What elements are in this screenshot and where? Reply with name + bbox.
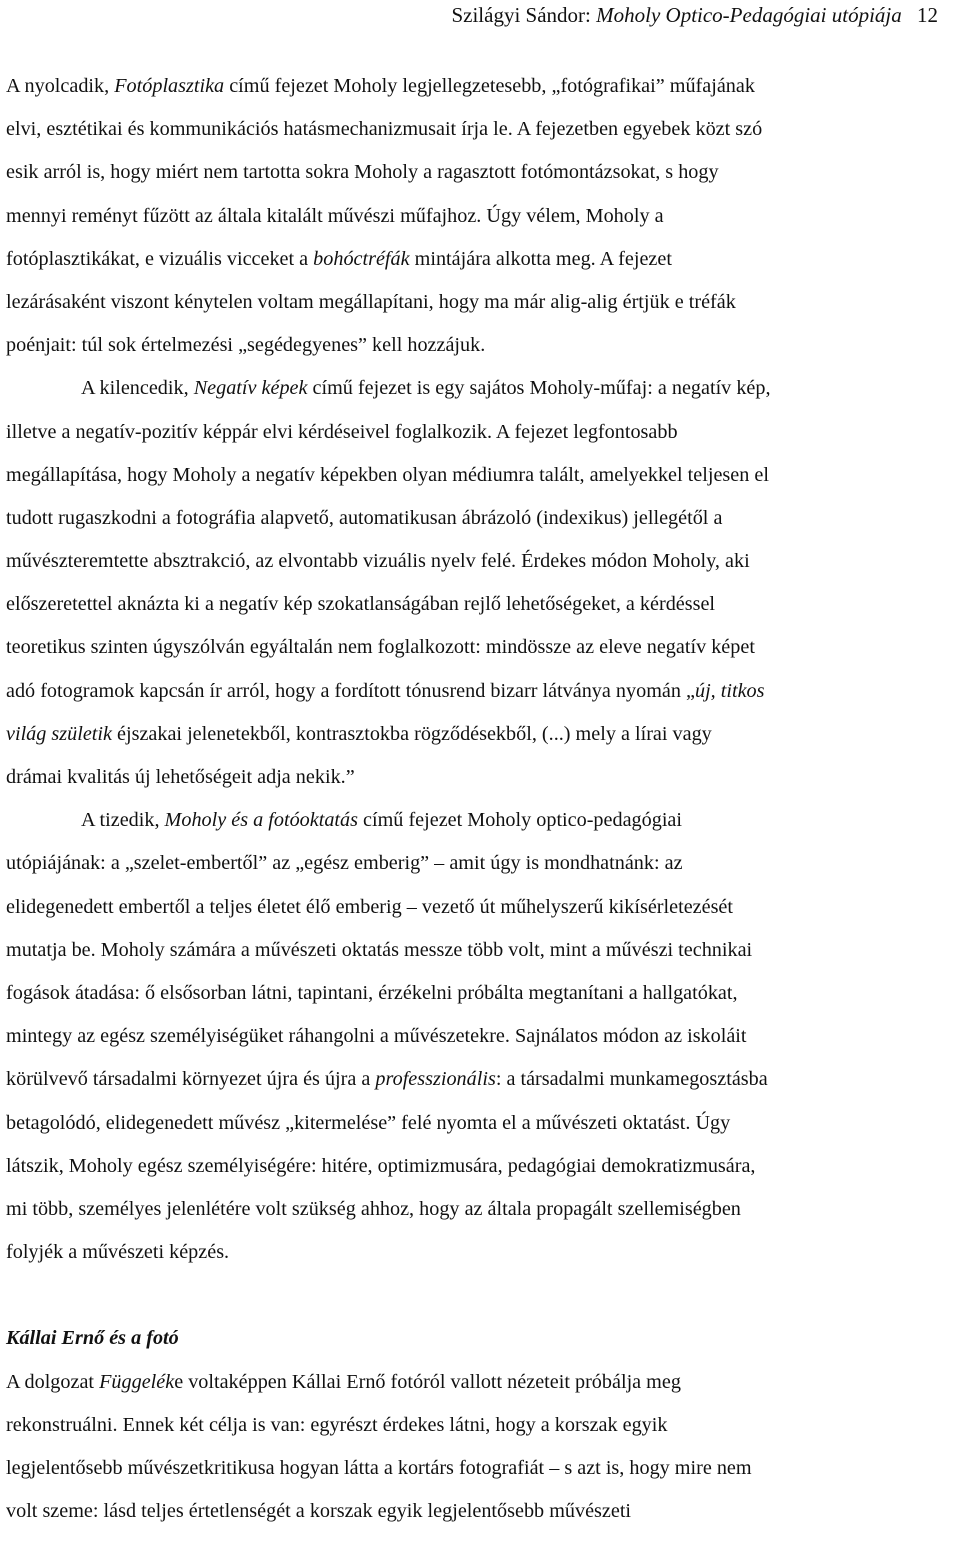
text-line [6,65,957,108]
italic-text: Moholy és a fotóoktatás [164,809,358,832]
text-segment: művészteremtette absztrakció, az elvontabb vizuális nyelv felé. Érdekes módon Moholy, aki [6,550,750,573]
italic-text: világ születik [6,722,112,745]
text-line [6,1404,957,1447]
italic-text: Függelék [99,1370,175,1393]
paragraph [6,65,957,367]
text-segment: mintájára alkotta meg. A fejezet [409,247,672,270]
text-segment: előszeretettel aknázta ki a negatív kép szokatlanságában rejlő lehetőségeket, a kérdéssel [6,593,716,616]
text-segment: mi több, személyes jelenlétére volt szükség ahhoz, hogy az általa propagált szellemiségben [6,1197,741,1220]
text-segment: megállapítása, hogy Moholy a negatív képekben olyan médiumra talált, amelyekkel teljesen el [6,463,769,486]
header-title: Moholy Optico-Pedagógiai utópiája [596,3,902,27]
text-line [6,626,957,669]
body-text [6,65,957,1533]
text-line [6,972,957,1015]
text-line [6,1231,957,1274]
italic-text: Negatív képek [193,377,308,400]
text-line [6,411,957,454]
text-segment: A tizedik, [81,809,165,832]
text-segment: volt szeme: lásd teljes értetlenségét a korszak egyik legjelentősebb művészeti [6,1500,632,1523]
text-segment: legjelentősebb művészetkritikusa hogyan látta a kortárs fotografiát – s azt is, hogy mire nem [6,1457,752,1479]
paragraph [6,799,957,1274]
text-segment: teoretikus szinten úgyszólván egyáltalán nem foglalkozott: mindössze az eleve negatív képet [6,636,755,659]
text-segment: körülvevő társadalmi környezet újra és újra a [6,1068,376,1091]
page-number: 12 [917,3,938,27]
text-segment: fogások átadása: ő elsősorban látni, tapintani, érzékelni próbálta megtanítani a hallgatókat, [6,981,738,1004]
text-segment: mennyi reményt fűzött az általa kitalált művészi műfajhoz. Úgy vélem, Moholy a [6,204,664,227]
text-line [6,842,957,885]
section-heading: Kállai Ernő és a fotó [6,1327,179,1350]
text-segment: lezárásaként viszont kénytelen voltam megállapítani, hogy ma már alig-alig értjük e tréfák [6,290,736,313]
text-segment: elidegenedett embertől a teljes életet élő emberig – vezető út műhelyszerű kikísérletezését [6,895,733,918]
text-segment: A dolgozat [6,1370,100,1393]
text-segment: poénjait: túl sok értelmezési „segédegyenes” kell hozzájuk. [6,334,486,357]
text-segment: folyjék a művészeti képzés. [6,1241,230,1264]
text-segment: drámai kvalitás új lehetőségeit adja nekik.” [6,766,355,788]
text-segment: e voltaképpen Kállai Ernő fotóról vallott nézeteit próbálja meg [174,1370,681,1393]
text-segment: rekonstruálni. Ennek két célja is van: egyrészt érdekes látni, hogy a korszak egyik [6,1413,668,1436]
text-line [6,1058,957,1101]
text-line [6,1447,957,1490]
paragraph [6,1361,957,1534]
italic-text: bohóctréfák [313,247,410,270]
text-line [6,583,957,626]
text-segment: látszik, Moholy egész személyiségére: hitére, optimizmusára, pedagógiai demokratizmusára, [6,1154,756,1177]
text-segment: A kilencedik, [81,377,194,400]
text-line [6,756,957,799]
text-line [6,281,957,324]
text-line [6,324,957,367]
text-line [6,1102,957,1145]
text-segment: illetve a negatív-pozitív képpár elvi kérdéseivel foglalkozik. A fejezet legfontosabb [6,420,678,443]
text-line [6,929,957,972]
section-spacer [6,1274,957,1317]
text-segment: című fejezet is egy sajátos Moholy-műfaj: a negatív kép, [307,377,771,400]
text-segment: című fejezet Moholy optico-pedagógiai [357,809,682,832]
text-segment: utópiájának: a „szelet-embertől” az „egész emberig” – amit úgy is mondhatnánk: az [6,852,683,875]
text-line [6,1145,957,1188]
text-line [6,238,957,281]
text-line [6,713,957,756]
text-segment: című fejezet Moholy legjellegzetesebb, „fotógrafikai” műfajának [224,75,755,97]
text-segment: adó fotogramok kapcsán ír arról, hogy a fordított tónusrend bizarr látványa nyomán „ [6,679,695,702]
text-segment: mutatja be. Moholy számára a művészeti oktatás messze több volt, mint a művészi technikai [6,938,753,961]
running-header [451,2,938,28]
text-line [6,367,957,410]
text-segment: elvi, esztétikai és kommunikációs hatásmechanizmusait írja le. A fejezetben egyebek közt szó [6,118,763,141]
header-author: Szilágyi Sándor: [451,3,591,27]
text-line [6,454,957,497]
text-segment: mintegy az egész személyiségüket ráhangolni a művészetekre. Sajnálatos módon az iskoláit [6,1025,747,1048]
text-line [6,799,957,842]
text-line [6,1361,957,1404]
text-line [6,108,957,151]
text-segment: fotóplasztikákat, e vizuális vicceket a [6,247,314,270]
italic-text: professzionális [375,1068,496,1091]
text-segment: betagolódó, elidegenedett művész „kitermelése” felé nyomta el a művészeti oktatást. Úgy [6,1111,731,1134]
text-segment: A nyolcadik, [6,75,115,97]
text-segment: éjszakai jelenetekből, kontrasztokba rögződésekből, (...) mely a lírai vagy [111,722,712,745]
text-line [6,1188,957,1231]
text-line [6,670,957,713]
italic-text: új, titkos [694,679,765,702]
text-line [6,1490,957,1533]
text-line [6,497,957,540]
text-segment: esik arról is, hogy miért nem tartotta sokra Moholy a ragasztott fotómontázsokat, s hogy [6,161,719,184]
text-line [6,1015,957,1058]
italic-text: Fotóplasztika [114,75,225,97]
text-segment: : a társadalmi munkamegosztásba [495,1068,768,1091]
text-line [6,195,957,238]
paragraph [6,367,957,799]
text-line [6,886,957,929]
text-line [6,151,957,194]
text-segment: tudott rugaszkodni a fotográfia alapvető, automatikusan ábrázoló (indexikus) jellegétől a [6,506,723,529]
text-line [6,540,957,583]
